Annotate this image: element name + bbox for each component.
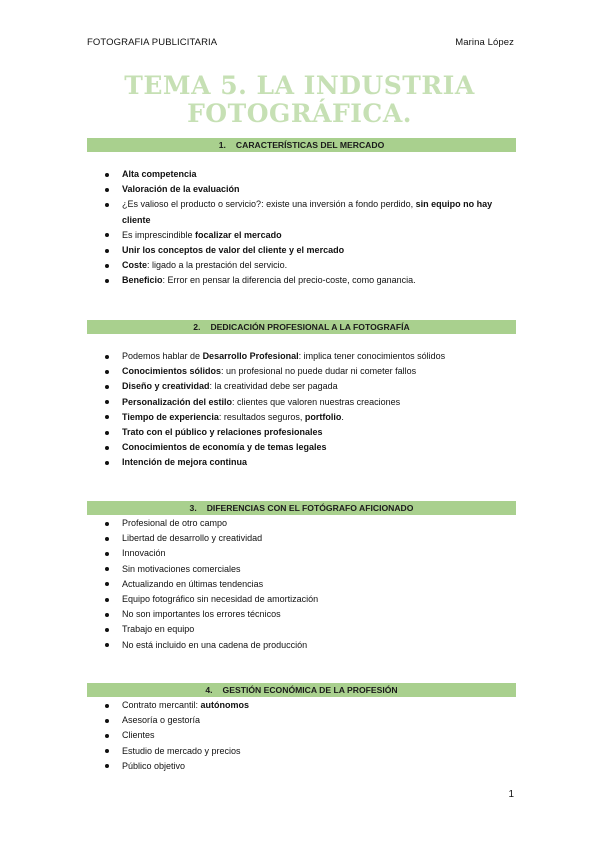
text: Podemos hablar de bbox=[122, 351, 203, 361]
section-title: DEDICACIÓN PROFESIONAL A LA FOTOGRAFÍA bbox=[210, 322, 410, 332]
page-title-line-2: FOTOGRÁFICA. bbox=[187, 99, 412, 128]
bold-text: Conocimientos de economía y de temas legales bbox=[122, 442, 327, 453]
list-item bbox=[87, 638, 516, 653]
text: Actualizando en últimas tendencias bbox=[122, 578, 264, 589]
list-item bbox=[87, 607, 516, 622]
bold-text: autónomos bbox=[200, 700, 250, 710]
section-title: CARACTERÍSTICAS DEL MERCADO bbox=[235, 140, 385, 150]
header-course-title: FOTOGRAFIA PUBLICITARIA bbox=[87, 37, 218, 48]
section-diferencias-aficionado bbox=[87, 501, 516, 653]
bold-text: Beneficio bbox=[122, 275, 163, 286]
bold-text: Unir los conceptos de valor del cliente y el mercado bbox=[122, 245, 345, 256]
list-item bbox=[87, 546, 516, 561]
bold-text: portfolio bbox=[304, 411, 342, 422]
section-number: 1. bbox=[218, 140, 226, 150]
text: : ligado a la prestación del servicio. bbox=[147, 260, 288, 271]
list-item bbox=[87, 395, 516, 410]
bold-text: focalizar el mercado bbox=[195, 229, 282, 240]
list-item bbox=[87, 410, 516, 425]
list-item bbox=[87, 379, 516, 394]
list-item bbox=[87, 592, 516, 607]
list-item bbox=[87, 440, 516, 455]
list-item bbox=[87, 728, 516, 743]
bold-text: Diseño y creatividad bbox=[122, 381, 210, 392]
list-item bbox=[87, 744, 516, 759]
list-item bbox=[87, 516, 516, 531]
header-author: Marina López bbox=[455, 37, 514, 48]
list-item bbox=[87, 531, 516, 546]
text: Sin motivaciones comerciales bbox=[122, 563, 241, 574]
list-item bbox=[87, 698, 516, 713]
section-caracteristicas-mercado bbox=[87, 138, 516, 289]
text: : un profesional no puede dudar ni cometer fallos bbox=[221, 366, 417, 377]
text: ¿Es valioso el producto o servicio?: existe una inversión a fondo perdido, bbox=[122, 199, 416, 210]
text: Profesional de otro campo bbox=[122, 518, 228, 528]
list-item bbox=[87, 167, 516, 182]
list-item bbox=[87, 759, 516, 774]
section-heading bbox=[87, 138, 516, 152]
text: : Error en pensar la diferencia del precio-coste, como ganancia. bbox=[162, 275, 416, 286]
bold-text: Conocimientos sólidos bbox=[122, 366, 222, 377]
text: : clientes que valoren nuestras creaciones bbox=[232, 396, 401, 407]
list-item bbox=[87, 273, 516, 288]
text: Trabajo en equipo bbox=[122, 624, 195, 635]
bold-text: Valoración de la evaluación bbox=[122, 184, 240, 195]
bullet-list bbox=[87, 698, 516, 774]
section-number: 3. bbox=[189, 503, 197, 513]
page-title-line-1: TEMA 5. LA INDUSTRIA bbox=[124, 71, 475, 100]
bold-text: Desarrollo Profesional bbox=[202, 351, 299, 361]
bold-text: Personalización del estilo bbox=[122, 396, 233, 407]
bullet-list bbox=[87, 167, 516, 289]
list-item bbox=[87, 258, 516, 273]
text: Asesoría o gestoría bbox=[122, 715, 201, 726]
text: : la creatividad debe ser pagada bbox=[209, 381, 338, 392]
list-item bbox=[87, 349, 516, 364]
bold-text: Intención de mejora continua bbox=[122, 457, 248, 468]
bold-text: Tiempo de experiencia bbox=[122, 411, 219, 422]
list-item bbox=[87, 622, 516, 637]
section-dedicacion-profesional bbox=[87, 320, 516, 471]
section-title: DIFERENCIAS CON EL FOTÓGRAFO AFICIONADO bbox=[206, 503, 414, 513]
section-number: 4. bbox=[205, 685, 213, 695]
list-item bbox=[87, 364, 516, 379]
list-item bbox=[87, 228, 516, 243]
bullet-list bbox=[87, 349, 516, 471]
text: Es imprescindible bbox=[122, 229, 196, 240]
bold-text: sin equipo no hay cliente bbox=[122, 199, 493, 225]
text: Estudio de mercado y precios bbox=[122, 745, 241, 756]
section-heading bbox=[87, 320, 516, 334]
text: : implica tener conocimientos sólidos bbox=[298, 351, 446, 361]
section-number: 2. bbox=[193, 322, 201, 332]
text: Equipo fotográfico sin necesidad de amortización bbox=[122, 594, 319, 605]
section-gestion-economica bbox=[87, 683, 516, 774]
text: Contrato mercantil: bbox=[122, 700, 201, 710]
bullet-list bbox=[87, 516, 516, 653]
text: : resultados seguros, bbox=[218, 411, 305, 422]
list-item bbox=[87, 182, 516, 197]
section-title: GESTIÓN ECONÓMICA DE LA PROFESIÓN bbox=[222, 685, 398, 695]
text: . bbox=[341, 411, 344, 422]
text: Libertad de desarrollo y creatividad bbox=[122, 533, 263, 544]
text: No está incluido en una cadena de producción bbox=[122, 639, 308, 650]
text: Clientes bbox=[122, 730, 155, 741]
list-item bbox=[87, 577, 516, 592]
section-heading bbox=[87, 683, 516, 697]
text: Público objetivo bbox=[122, 760, 186, 771]
text: Innovación bbox=[122, 548, 166, 559]
bold-text: Coste bbox=[122, 260, 148, 271]
section-heading bbox=[87, 501, 516, 515]
list-item bbox=[87, 425, 516, 440]
list-item bbox=[87, 243, 516, 258]
bold-text: Alta competencia bbox=[122, 169, 197, 179]
text: No son importantes los errores técnicos bbox=[122, 609, 281, 620]
page-title bbox=[0, 72, 599, 128]
list-item bbox=[87, 455, 516, 470]
list-item bbox=[87, 713, 516, 728]
bold-text: Trato con el público y relaciones profesionales bbox=[122, 427, 323, 438]
page-number: 1 bbox=[508, 789, 514, 800]
list-item bbox=[87, 562, 516, 577]
list-item bbox=[87, 197, 516, 227]
